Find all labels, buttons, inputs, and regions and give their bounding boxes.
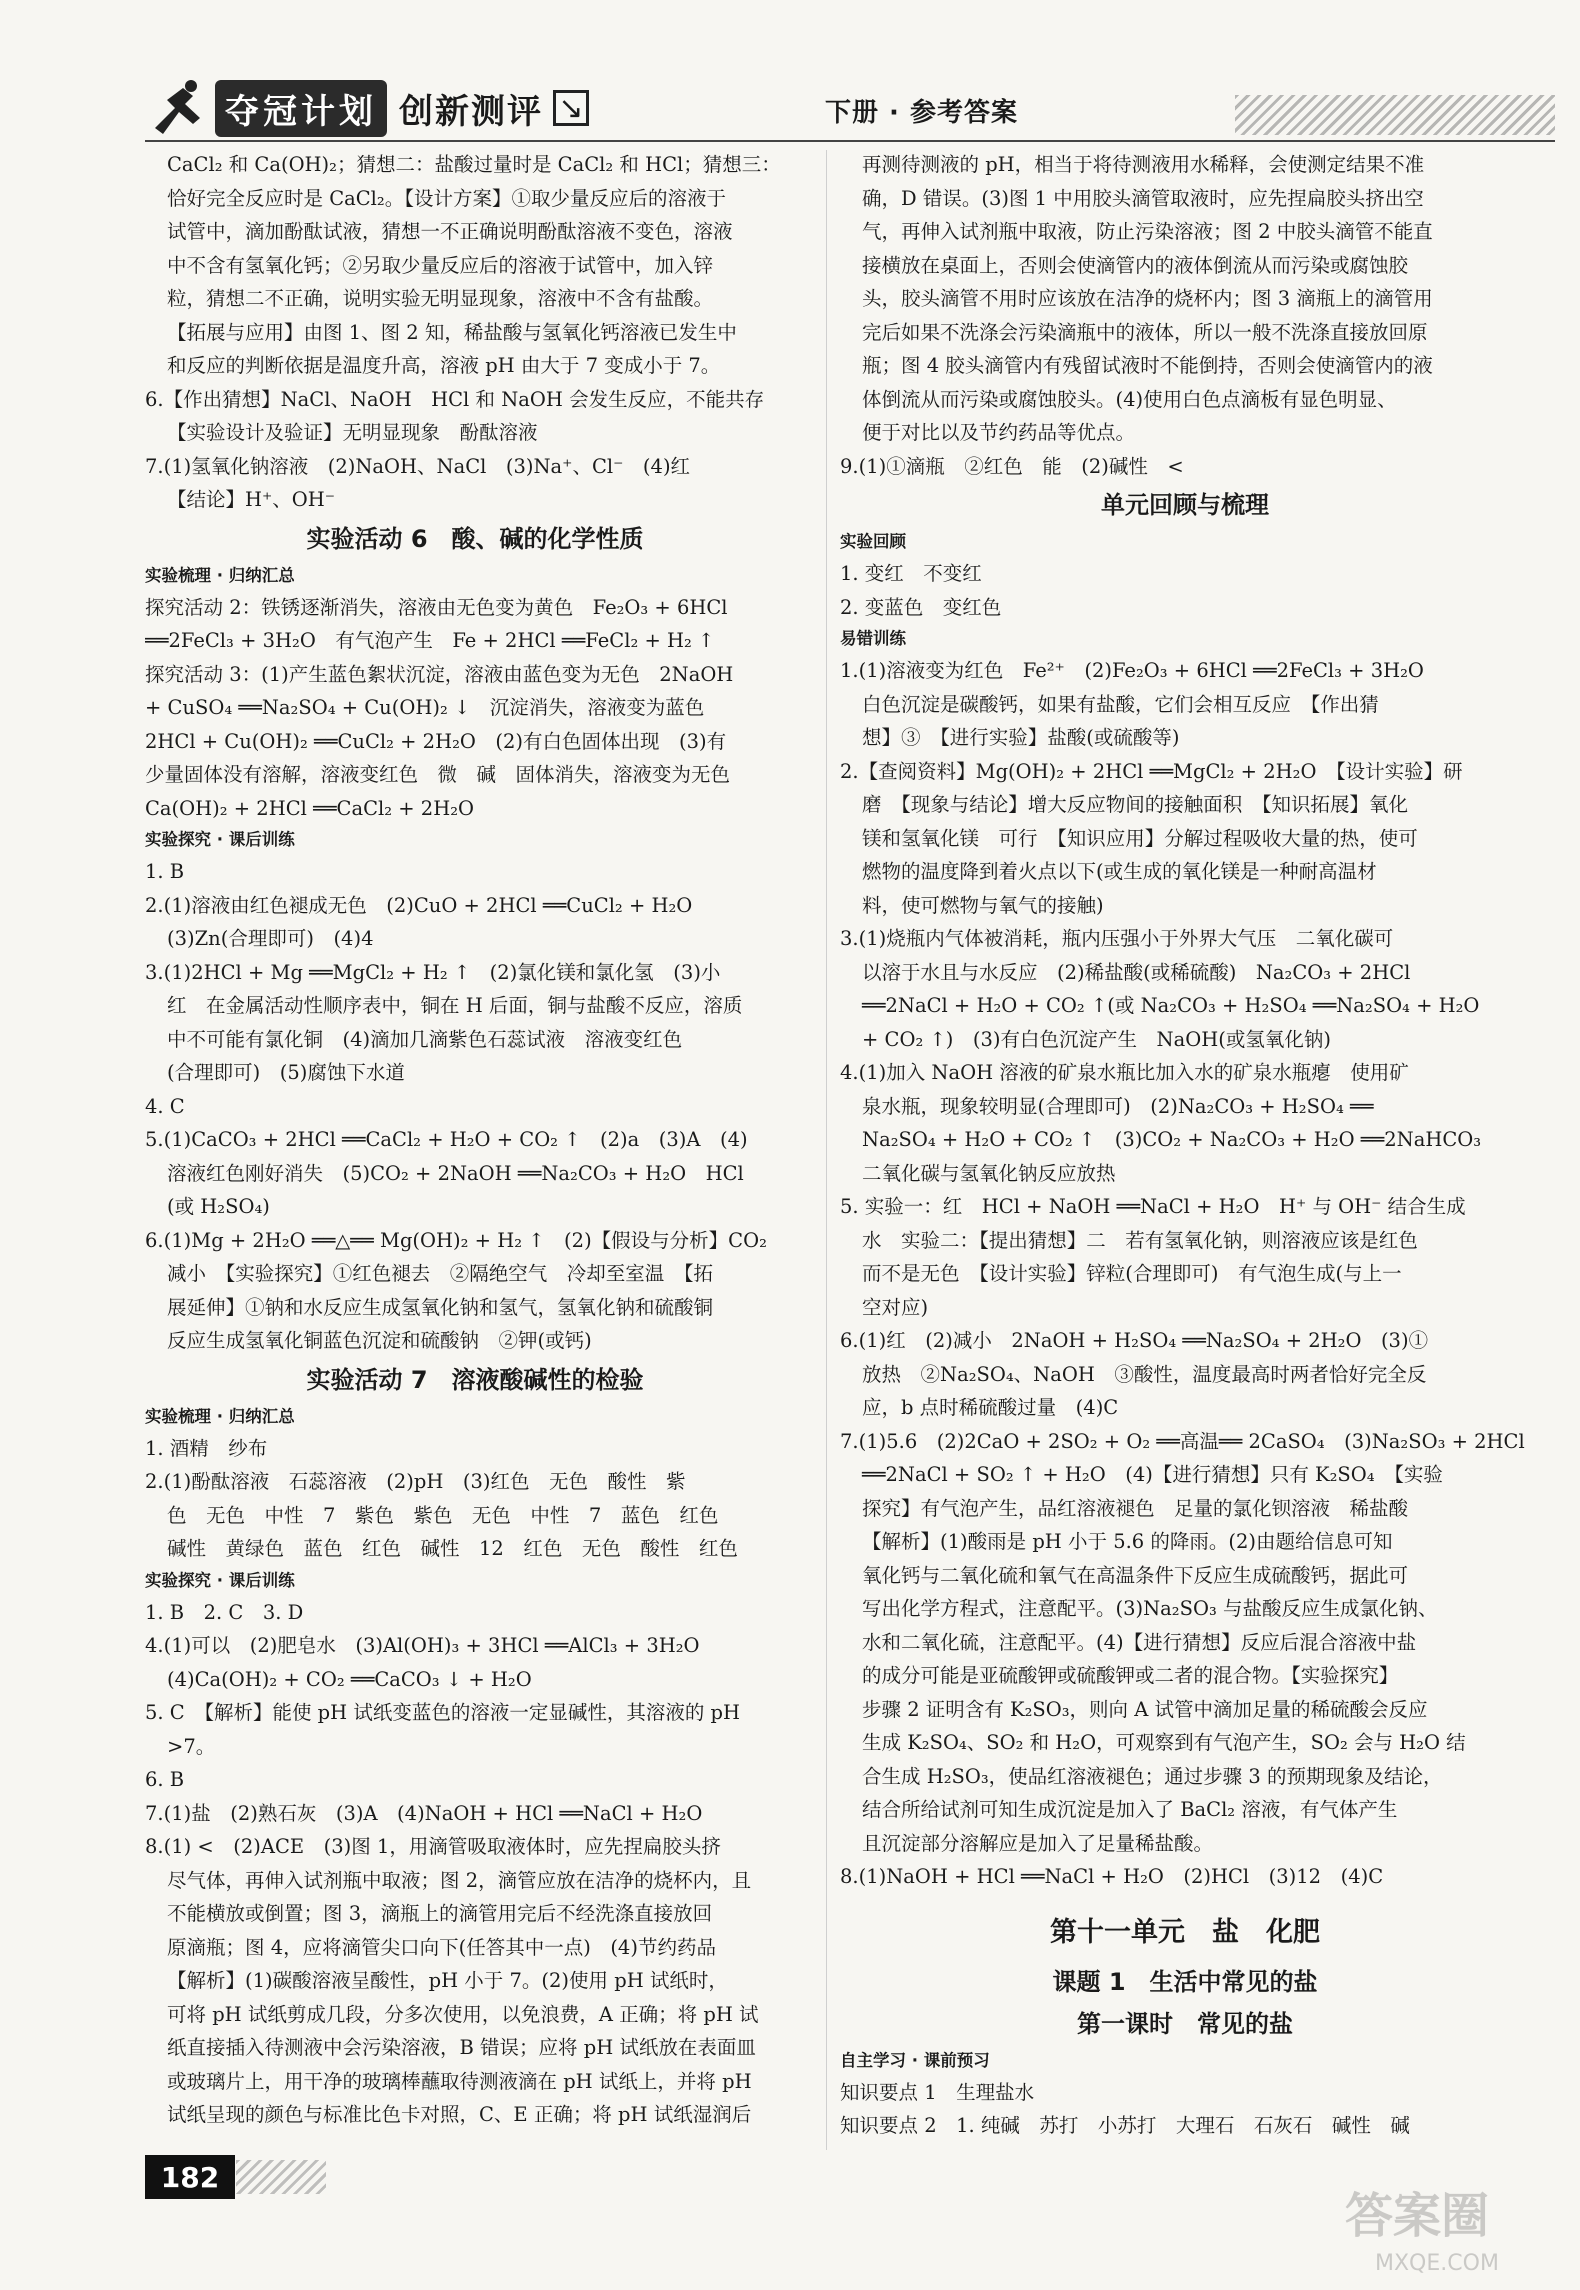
text-line: 【实验设计及验证】无明显现象 酚酞溶液 xyxy=(167,421,538,444)
text-line: 6. B xyxy=(145,1768,185,1791)
text-line: CaCl₂ 和 Ca(OH)₂；猜想二：盐酸过量时是 CaCl₂ 和 HCl；猜想三： xyxy=(167,153,781,176)
text-line: 而不是无色 【设计实验】锌粒(合理即可) 有气泡生成(与上一 xyxy=(862,1262,1402,1285)
section-heading: 单元回顾与梳理 xyxy=(1101,491,1269,519)
text-line: 磨 【现象与结论】增大反应物间的接触面积 【知识拓展】氧化 xyxy=(862,793,1409,816)
subsection-label: 实验探究 · 课后训练 xyxy=(145,1570,295,1590)
brand-logo xyxy=(145,78,589,138)
text-line: + CuSO₄ ══Na₂SO₄ + Cu(OH)₂ ↓ 沉淀消失，溶液变为蓝色 xyxy=(145,696,705,719)
text-line: 和反应的判断依据是温度升高，溶液 pH 由大于 7 变成小于 7。 xyxy=(167,354,721,377)
footer-decoration xyxy=(236,2160,326,2194)
text-line: 3.(1)烧瓶内气体被消耗，瓶内压强小于外界大气压 二氧化碳可 xyxy=(840,927,1394,950)
section-heading: 课题 1 生活中常见的盐 xyxy=(1052,1967,1318,1996)
text-line: 3.(1)2HCl + Mg ══MgCl₂ + H₂ ↑ (2)氯化镁和氯化氢 (3)小 xyxy=(145,960,721,984)
header-title: 下册 · 参考答案 xyxy=(825,98,1018,128)
text-line: ══2NaCl + SO₂ ↑ + H₂O (4)【进行猜想】只有 K₂SO₄ 【实验 xyxy=(862,1463,1443,1486)
text-line: 氧化钙与二氧化硫和氧气在高温条件下反应生成硫酸钙，据此可 xyxy=(862,1563,1409,1587)
text-line: 少量固体没有溶解，溶液变红色 微 碱 固体消失，溶液变为无色 xyxy=(145,763,731,786)
text-line: 写出化学方程式，注意配平。(3)Na₂SO₃ 与盐酸反应生成氯化钠、 xyxy=(862,1597,1438,1620)
left-column xyxy=(145,148,805,2132)
text-line: 展延伸】①钠和水反应生成氢氧化钠和氢气，氢氧化钠和硫酸铜 xyxy=(167,1295,714,1319)
text-line: 尽气体，再伸入试剂瓶中取液；图 2，滴管应放在洁净的烧杯内，且 xyxy=(167,1868,752,1892)
watermark-logo xyxy=(1335,2170,1555,2280)
unit-heading: 第十一单元 盐 化肥 xyxy=(1050,1916,1320,1948)
text-line: 1. B xyxy=(145,860,185,883)
column-divider xyxy=(826,150,827,2150)
section-heading: 第一课时 常见的盐 xyxy=(1077,2009,1293,2038)
text-line: 5. C 【解析】能使 pH 试纸变蓝色的溶液一定显碱性，其溶液的 pH xyxy=(145,1701,741,1724)
text-line: 减小 【实验探究】①红色褪去 ②隔绝空气 冷却至室温 【拓 xyxy=(167,1262,714,1285)
subsection-label: 易错训练 xyxy=(840,629,906,648)
right-column xyxy=(840,148,1530,2143)
text-line: 红 在金属活动性顺序表中，铜在 H 后面，铜与盐酸不反应，溶质 xyxy=(167,994,743,1017)
text-line: 中不可能有氯化铜 (4)滴加几滴紫色石蕊试液 溶液变红色 xyxy=(167,1027,683,1051)
text-line: 2.(1)酚酞溶液 石蕊溶液 (2)pH (3)红色 无色 酸性 紫 xyxy=(145,1470,686,1493)
text-line: 7.(1)氢氧化钠溶液 (2)NaOH、NaCl (3)Na⁺、Cl⁻ (4)红 xyxy=(145,454,691,478)
text-line: 燃物的温度降到着火点以下(或生成的氧化镁是一种耐高温材 xyxy=(862,860,1377,883)
text-line: 应，b 点时稀硫酸过量 (4)C xyxy=(862,1396,1119,1419)
subsection-label: 自主学习 · 课前预习 xyxy=(840,2050,990,2070)
text-line: 以溶于水且与水反应 (2)稀盐酸(或稀硫酸) Na₂CO₃ + 2HCl xyxy=(862,960,1411,984)
text-line: 接横放在桌面上，否则会使滴管内的液体倒流从而污染或腐蚀胶 xyxy=(862,253,1409,277)
text-line: 白色沉淀是碳酸钙，如果有盐酸，它们会相互反应 【作出猜 xyxy=(862,692,1379,716)
text-line: 9.(1)①滴瓶 ②红色 能 (2)碱性 < xyxy=(840,454,1184,478)
arrow-icon: ↘ xyxy=(553,90,589,126)
text-line: 粒，猜想二不正确，说明实验无明显现象，溶液中不含有盐酸。 xyxy=(167,287,714,310)
text-line: 溶液红色刚好消失 (5)CO₂ + 2NaOH ══Na₂CO₃ + H₂O HCl xyxy=(167,1161,744,1185)
text-line: 料，使可燃物与氧气的接触) xyxy=(862,893,1104,917)
brand-main: 夺冠计划 xyxy=(215,80,387,137)
text-line: 瓶；图 4 胶头滴管内有残留试液时不能倒持，否则会使滴管内的液 xyxy=(862,354,1433,377)
text-line: 色 无色 中性 7 紫色 紫色 无色 中性 7 蓝色 红色 xyxy=(167,1503,719,1527)
text-line: 反应生成氢氧化铜蓝色沉淀和硫酸钠 ②钾(或钙) xyxy=(167,1329,592,1352)
text-line: 【解析】(1)酸雨是 pH 小于 5.6 的降雨。(2)由题给信息可知 xyxy=(862,1530,1393,1553)
text-line: 探究】有气泡产生，品红溶液褪色 足量的氯化钡溶液 稀盐酸 xyxy=(862,1496,1409,1520)
text-line: (4)Ca(OH)₂ + CO₂ ══CaCO₃ ↓ + H₂O xyxy=(167,1667,532,1691)
text-line: 5. 实验一：红 HCl + NaOH ══NaCl + H₂O H⁺ 与 OH⁻ 结合生成 xyxy=(840,1195,1466,1218)
page-header xyxy=(0,0,1580,150)
text-line: 二氧化碳与氢氧化钠反应放热 xyxy=(862,1161,1116,1185)
page-number: 182 xyxy=(145,2155,235,2199)
section-heading: 实验活动 7 溶液酸碱性的检验 xyxy=(306,1365,644,1394)
text-line: 碱性 黄绿色 蓝色 红色 碱性 12 红色 无色 酸性 红色 xyxy=(167,1537,738,1560)
text-line: 1.(1)溶液变为红色 Fe²⁺ (2)Fe₂O₃ + 6HCl ══2FeCl₃ + 3H₂O xyxy=(840,659,1424,682)
text-line: 6.(1)Mg + 2H₂O ══△══ Mg(OH)₂ + H₂ ↑ (2)【假设与分析】CO₂ xyxy=(145,1228,767,1252)
text-line: 1. 变红 不变红 xyxy=(840,562,982,585)
text-line: + CO₂ ↑) (3)有白色沉淀产生 NaOH(或氢氧化钠) xyxy=(862,1027,1331,1051)
subsection-label: 实验梳理 · 归纳汇总 xyxy=(145,565,295,585)
text-line: 恰好完全反应时是 CaCl₂。【设计方案】①取少量反应后的溶液于 xyxy=(167,186,726,210)
text-line: 体倒流从而污染或腐蚀胶头。(4)使用白色点滴板有显色明显、 xyxy=(862,387,1397,411)
text-line: 6.【作出猜想】NaCl、NaOH HCl 和 NaOH 会发生反应，不能共存 xyxy=(145,387,765,411)
text-line: 头，胶头滴管不用时应该放在洁净的烧杯内；图 3 滴瓶上的滴管用 xyxy=(862,287,1433,310)
text-line: 镁和氢氧化镁 可行 【知识应用】分解过程吸收大量的热，使可 xyxy=(862,826,1418,850)
text-line: 探究活动 2：铁锈逐渐消失，溶液由无色变为黄色 Fe₂O₃ + 6HCl xyxy=(145,595,728,619)
text-line: 4.(1)加入 NaOH 溶液的矿泉水瓶比加入水的矿泉水瓶瘪 使用矿 xyxy=(840,1061,1409,1084)
text-line: 结合所给试剂可知生成沉淀是加入了 BaCl₂ 溶液，有气体产生 xyxy=(862,1798,1398,1821)
text-line: 2. 变蓝色 变红色 xyxy=(840,595,1002,619)
text-line: 4.(1)可以 (2)肥皂水 (3)Al(OH)₃ + 3HCl ══AlCl₃ + 3H₂O xyxy=(145,1634,700,1657)
text-line: 可将 pH 试纸剪成几段，分多次使用，以免浪费，A 正确；将 pH 试 xyxy=(167,2002,759,2026)
text-line: 1. 酒精 纱布 xyxy=(145,1436,268,1460)
text-line: 合生成 H₂SO₃，使品红溶液褪色；通过步骤 3 的预期现象及结论， xyxy=(862,1764,1443,1788)
text-line: 完后如果不洗涤会污染滴瓶中的液体，所以一般不洗涤直接放回原 xyxy=(862,320,1428,344)
text-line: 想】③ 【进行实验】盐酸(或硫酸等) xyxy=(862,726,1180,749)
watermark-text: 答案圈 xyxy=(1345,2188,1490,2244)
text-line: 2HCl + Cu(OH)₂ ══CuCl₂ + 2H₂O (2)有白色固体出现 (3)有 xyxy=(145,729,727,753)
text-line: Ca(OH)₂ + 2HCl ══CaCl₂ + 2H₂O xyxy=(145,796,475,820)
text-line: >7。 xyxy=(167,1734,216,1758)
text-line: 且沉淀部分溶解应是加入了足量稀盐酸。 xyxy=(862,1831,1214,1855)
text-line: (3)Zn(合理即可) (4)4 xyxy=(167,927,374,950)
text-line: 放热 ②Na₂SO₄、NaOH ③酸性，温度最高时两者恰好完全反 xyxy=(862,1362,1427,1386)
section-heading: 实验活动 6 酸、碱的化学性质 xyxy=(306,524,644,553)
text-line: 再测待测液的 pH，相当于将待测液用水稀释，会使测定结果不准 xyxy=(862,153,1425,176)
text-line: (或 H₂SO₄) xyxy=(167,1195,270,1218)
text-line: 纸直接插入待测液中会污染溶液，B 错误；应将 pH 试纸放在表面皿 xyxy=(167,2036,756,2059)
text-line: 或玻璃片上，用干净的玻璃棒蘸取待测液滴在 pH 试纸上，并将 pH xyxy=(167,2069,752,2093)
text-line: 【结论】H⁺、OH⁻ xyxy=(167,488,336,511)
subsection-label: 实验回顾 xyxy=(840,532,906,551)
text-line: 5.(1)CaCO₃ + 2HCl ══CaCl₂ + H₂O + CO₂ ↑ (2)a (3)A (4) xyxy=(145,1128,748,1151)
text-line: 8.(1) < (2)ACE (3)图 1，用滴管吸取液体时，应先捏扁胶头挤 xyxy=(145,1835,721,1858)
text-line: 中不含有氢氧化钙；②另取少量反应后的溶液于试管中，加入锌 xyxy=(167,253,714,277)
text-line: 的成分可能是亚硫酸钾或硫酸钾或二者的混合物。【实验探究】 xyxy=(862,1664,1399,1687)
text-line: 7.(1)5.6 (2)2CaO + 2SO₂ + O₂ ══高温══ 2CaSO₄ (3)Na₂SO₃ + 2HCl xyxy=(840,1429,1525,1453)
text-line: 水 实验二：【提出猜想】二 若有氢氧化钠，则溶液应该是红色 xyxy=(862,1228,1418,1252)
text-line: 生成 K₂SO₄、SO₂ 和 H₂O，可观察到有气泡产生，SO₂ 会与 H₂O 结 xyxy=(862,1731,1466,1754)
text-line: 试管中，滴加酚酞试液，猜想一不正确说明酚酞溶液不变色，溶液 xyxy=(167,220,733,243)
subsection-label: 实验探究 · 课后训练 xyxy=(145,830,295,849)
text-line: 探究活动 3：(1)产生蓝色絮状沉淀，溶液由蓝色变为无色 2NaOH xyxy=(145,662,734,686)
text-line: 水和二氧化硫，注意配平。(4)【进行猜想】反应后混合溶液中盐 xyxy=(862,1630,1417,1654)
text-line: 便于对比以及节约药品等优点。 xyxy=(862,421,1136,444)
header-decoration xyxy=(1235,95,1555,135)
text-line: 试纸呈现的颜色与标准比色卡对照，C、E 正确；将 pH 试纸湿润后 xyxy=(167,2103,752,2126)
text-line: 不能横放或倒置；图 3，滴瓶上的滴管用完后不经洗涤直接放回 xyxy=(167,1902,713,1925)
text-line: 知识要点 1 生理盐水 xyxy=(840,2080,1035,2104)
subsection-label: 实验梳理 · 归纳汇总 xyxy=(145,1406,295,1426)
text-line: 空对应) xyxy=(862,1295,929,1319)
text-line: 气，再伸入试剂瓶中取液，防止污染溶液；图 2 中胶头滴管不能直 xyxy=(862,220,1433,243)
text-line: 【拓展与应用】由图 1、图 2 知，稀盐酸与氢氧化钙溶液已发生中 xyxy=(167,320,737,344)
text-line: 8.(1)NaOH + HCl ══NaCl + H₂O (2)HCl (3)12 (4)C xyxy=(840,1865,1384,1888)
text-line: ══2FeCl₃ + 3H₂O 有气泡产生 Fe + 2HCl ══FeCl₂ + H₂ ↑ xyxy=(145,629,715,652)
watermark-url: MXQE.COM xyxy=(1375,2251,1499,2276)
text-line: 【解析】(1)碳酸溶液呈酸性，pH 小于 7。(2)使用 pH 试纸时， xyxy=(167,1969,728,1992)
header-rule xyxy=(145,140,1555,142)
text-line: (合理即可) (5)腐蚀下水道 xyxy=(167,1061,405,1084)
text-line: 1. B 2. C 3. D xyxy=(145,1600,304,1624)
text-line: 知识要点 2 1. 纯碱 苏打 小苏打 大理石 石灰石 碱性 碱 xyxy=(840,2114,1410,2137)
brand-sub: 创新测评 xyxy=(399,91,543,132)
text-line: 7.(1)盐 (2)熟石灰 (3)A (4)NaOH + HCl ══NaCl + H₂O xyxy=(145,1801,703,1825)
text-line: 确，D 错误。(3)图 1 中用胶头滴管取液时，应先捏扁胶头挤出空 xyxy=(862,186,1424,210)
text-line: 2.(1)溶液由红色褪成无色 (2)CuO + 2HCl ══CuCl₂ + H₂O xyxy=(145,893,693,917)
text-line: Na₂SO₄ + H₂O + CO₂ ↑ (3)CO₂ + Na₂CO₃ + H₂O ══2NaHCO₃ xyxy=(862,1128,1482,1151)
text-line: ══2NaCl + H₂O + CO₂ ↑(或 Na₂CO₃ + H₂SO₄ ══Na₂SO₄ + H₂O xyxy=(862,994,1480,1017)
text-line: 步骤 2 证明含有 K₂SO₃，则向 A 试管中滴加足量的稀硫酸会反应 xyxy=(862,1697,1428,1721)
text-line: 2.【查阅资料】Mg(OH)₂ + 2HCl ══MgCl₂ + 2H₂O 【设计实验】研 xyxy=(840,759,1463,783)
text-line: 4. C xyxy=(145,1094,185,1118)
text-line: 泉水瓶，现象较明显(合理即可) (2)Na₂CO₃ + H₂SO₄ ══ xyxy=(862,1094,1374,1118)
text-line: 6.(1)红 (2)减小 2NaOH + H₂SO₄ ══Na₂SO₄ + 2H₂O (3)① xyxy=(840,1329,1429,1352)
text-line: 原滴瓶；图 4，应将滴管尖口向下(任答其中一点) (4)节约药品 xyxy=(167,1935,716,1959)
runner-logo-icon xyxy=(145,78,215,138)
